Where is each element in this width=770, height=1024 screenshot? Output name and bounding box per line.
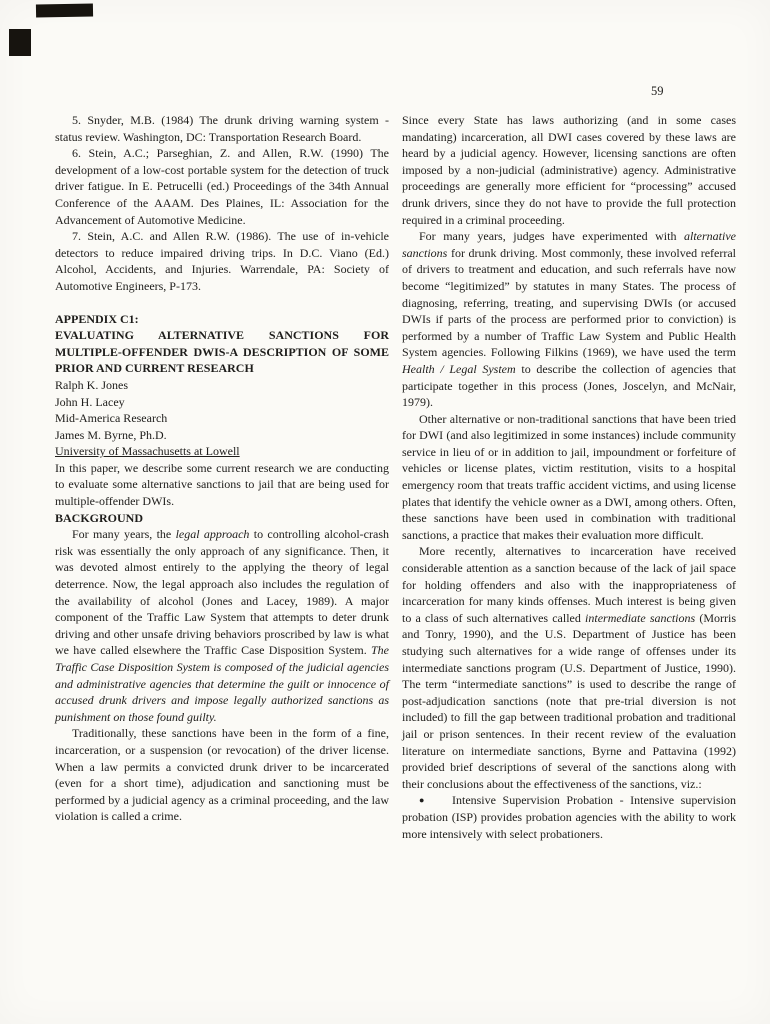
paragraph-text: For many years, judges have experimented with [419,229,685,244]
paragraph [55,526,389,725]
author-name: Ralph K. Jones [55,377,128,392]
paragraph: Traditionally, these sanctions have been in the form of a fine, incarceration, or a suspension (or revocation) of the driver license. When a law permits a convicted drunk driver to be incarcerated (even for a short time), adjudication and sanctioning must be performed by a judicial agency as a criminal proceeding, and the law violation is called a crime. [55,726,389,824]
reference-item-6: 6. Stein, A.C.; Parseghian, Z. and Allen, R.W. (1990) The development of a low-cost portable system for the detection of truck driver fatigue. In E. Petrucelli (ed.) Proceedings of the 34th Annual Conference of the AAAM. Des Plaines, IL: Association for the Advancement of Automotive Medicine. [55,146,389,227]
appendix-heading [55,311,389,377]
abstract-paragraph: In this paper, we describe some current research we are conducting to evaluate some alternative sanctions to jail that are being used for multiple-offender DWIs. [55,460,389,509]
paragraph-text: to controlling alcohol-crash risk was essentially the only approach of any significance. Then, it was devoted almost entirely to the applying the theory of legal deterrence. Now, the legal approach also includes the regulation of the availability of alcohol (Jones and Lacey, 1989). A major component of the Traffic Law System that attempts to deter drunk driving and other unsafe driving behaviors proscribed by law is what we have called elsewhere the Traffic Case Disposition System. [55,527,389,658]
author-affiliation: Mid-America Research [55,411,168,426]
section-heading-background: BACKGROUND [55,510,144,525]
author-affiliation: University of Massachusetts at Lowell [55,444,240,459]
scan-artifact-bar [36,4,93,18]
paragraph-text: More recently, alternatives to incarceration have received considerable attention as a sanction because of the lack of jail space for holding offenders and also with the inappropriateness of incarceration for many kinds offenses. Much interest is being given to a class of such alternatives called [402,544,736,625]
emphasized-term: legal approach [175,527,250,542]
reference-item-5: 5. Snyder, M.B. (1984) The drunk driving warning system - status review. Washington, DC: Transportation Research Board. [55,113,389,144]
emphasized-term: alternative sanctions [402,229,736,260]
paragraph [402,228,736,411]
author-name: James M. Byrne, Ph.D. [55,427,167,442]
reference-item-7: 7. Stein, A.C. and Allen R.W. (1986). The use of in-vehicle detectors to reduce impaired driving trips. In D.C. Viano (Ed.) Alcohol, Accidents, and Injuries. Warrendale, PA: Society of Automotive Engineers, P-173. [55,229,389,293]
scan-artifact-mark [9,29,31,56]
bullet-icon: ● [419,795,428,806]
appendix-heading-title: EVALUATING ALTERNATIVE SANCTIONS FOR MULTIPLE-OFFENDER DWIS-A DESCRIPTION OF SOME PRIOR AND CURRENT RESEARCH [55,328,389,376]
bullet-item-text: Intensive Supervision Probation - Intensive supervision probation (ISP) provides probation agencies with the ability to work more intensively with select probationers. [402,793,737,841]
author-block [55,377,389,460]
two-column-body [55,112,736,842]
paragraph-text: For many years, the [72,527,176,542]
paragraph-text: to describe the collection of agencies that participate together in this process (Jones, Joscelyn, and McNair, 1979). [402,361,736,410]
left-column [55,112,389,842]
bullet-list-item [402,792,736,842]
paragraph-text: (Morris and Tonry, 1990), and the U.S. Department of Justice has been studying such alternatives for a wide range of offenses under its intermediate sanctions program (U.S. Department of Justice, 1990). The term “intermediate sanctions” is used to describe the range of post-adjudication sanctions (note that pre-trial diversion is not included) to fill the gap between traditional probation and traditional jail or prison sentences. In their recent review of the evaluation literature on intermediate sanctions, Byrne and Pattavina (1992) provided brief descriptions of several of the sanctions along with their conclusions about the effectiveness of the sanctions, viz.: [402,610,736,791]
author-name: John H. Lacey [55,394,125,409]
emphasized-sentence: The Traffic Case Disposition System is composed of the judicial agencies and administrative agencies that determine the guilt or innocence of accused drunk drivers and impose legally authorized sanctions as punishment on those found guilty. [55,643,389,724]
paragraph: Other alternative or non-traditional sanctions that have been tried for DWI (and also legitimized in some instances) include community service in lieu of or in addition to jail, impoundment or forfeiture of vehicles or license plates, victim restitution, visits to a hospital emergency room that treats traffic accident victims, and using license plates that identify the vehicle owner as a DWI, among others. Often, these sanctions have been used in combination with traditional sanctions, a practice that makes their evaluation more difficult. [402,411,736,542]
paragraph: Since every State has laws authorizing (and in some cases mandating) incarceration, all DWI cases covered by these laws are heard by a judicial agency. However, licensing sanctions are often imposed by a non-judicial (administrative) agency. Administrative proceedings are generally more efficient for “processing” accused drunk drivers, since they do not have to provide the full protection required in a criminal proceeding. [402,113,736,227]
paragraph [402,543,736,792]
paragraph-text: for drunk driving. Most commonly, these involved referral of drivers to treatment and education, and such referrals have now become “legitimized” by statutes in many States. The process of diagnosing, referring, treating, and supervising DWIs (or accused DWIs if parts of the process are performed prior to conviction) is performed by a number of Traffic Law System and Public Health System agencies. Following Filkins (1969), we have used the term [402,245,736,360]
right-column [402,112,736,842]
emphasized-term: intermediate sanctions [585,610,696,625]
appendix-heading-label: APPENDIX C1: [55,311,139,326]
emphasized-term: Health / Legal System [402,361,516,376]
page-number: 59 [651,84,664,98]
